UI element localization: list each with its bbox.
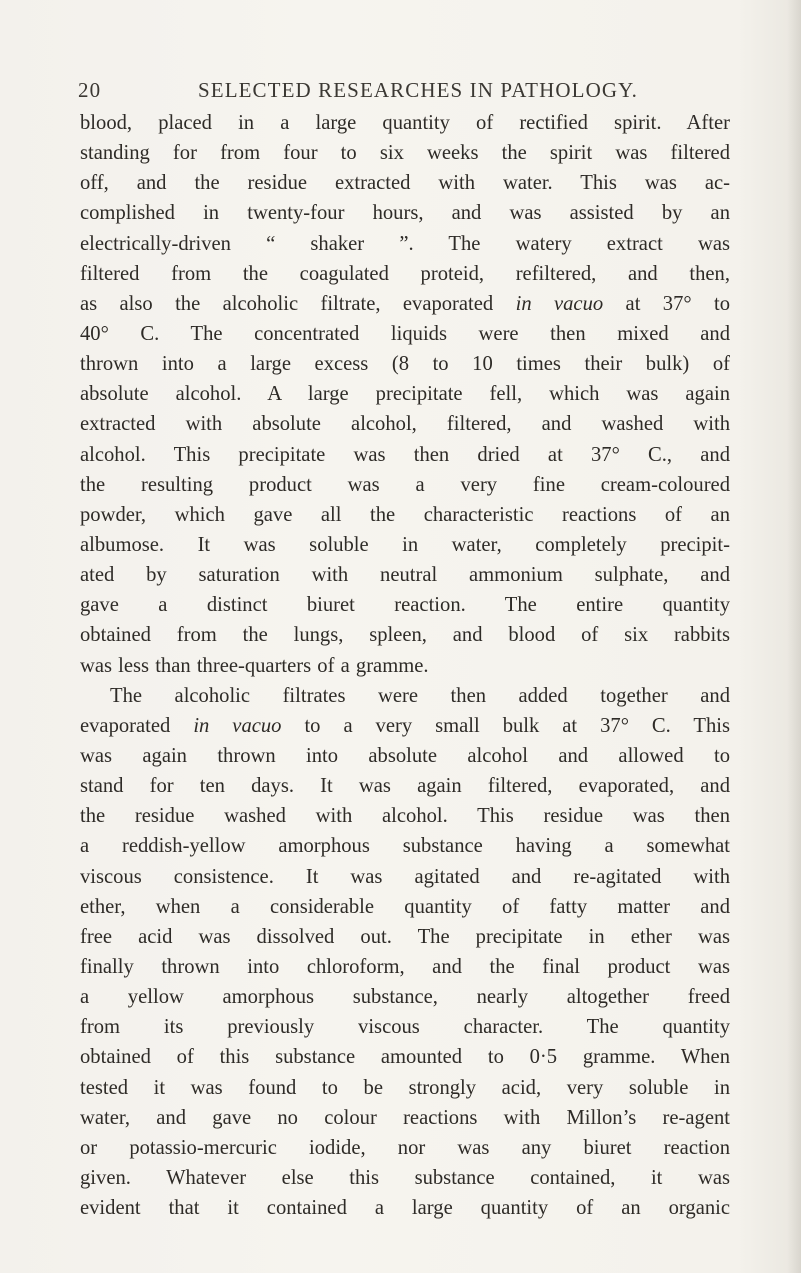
text-line xyxy=(80,741,730,771)
text-line-content: evident that it contained a large quantity of an organic xyxy=(80,1197,730,1220)
text-line xyxy=(80,681,730,711)
text-line-content: to a very small bulk at 37° C. This xyxy=(281,714,731,737)
text-line xyxy=(80,982,730,1012)
text-line-content: evaporated xyxy=(80,714,194,737)
text-line-content: viscous consistence. It was agitated and re-agitated with xyxy=(80,865,730,888)
text-line xyxy=(80,711,730,741)
text-line-content: electrically-driven “ shaker ”. The watery extract was xyxy=(80,232,730,255)
text-line xyxy=(80,349,730,379)
text-line-content: filtered from the coagulated proteid, refiltered, and then, xyxy=(80,262,730,285)
text-line xyxy=(80,530,730,560)
text-line xyxy=(80,1103,730,1133)
page-number: 20 xyxy=(78,78,102,102)
text-line xyxy=(80,952,730,982)
text-line-content: was less than three-quarters of a gramme. xyxy=(80,654,429,677)
text-line xyxy=(80,1163,730,1193)
text-line-content: thrown into a large excess (8 to 10 times their bulk) of xyxy=(80,353,730,376)
text-line-content: was again thrown into absolute alcohol and allowed to xyxy=(80,744,730,767)
text-line xyxy=(80,198,730,228)
text-line-content: alcohol. This precipitate was then dried at 37° C., and xyxy=(80,443,730,466)
text-line xyxy=(80,1193,730,1223)
text-line xyxy=(80,470,730,500)
text-line xyxy=(80,500,730,530)
page-edge-shadow xyxy=(787,0,801,1273)
text-line xyxy=(80,1012,730,1042)
text-line-content: the residue washed with alcohol. This residue was then xyxy=(80,805,730,828)
text-line-content: powder, which gave all the characteristic reactions of an xyxy=(80,503,730,526)
text-line-content: blood, placed in a large quantity of rectified spirit. After xyxy=(80,112,730,134)
text-line-content: ether, when a considerable quantity of fatty matter and xyxy=(80,895,730,918)
text-line xyxy=(80,229,730,259)
text-line xyxy=(80,379,730,409)
text-line xyxy=(80,771,730,801)
text-line-content: 40° C. The concentrated liquids were then mixed and xyxy=(80,322,730,345)
text-line-content: as also the alcoholic filtrate, evaporated xyxy=(80,292,516,315)
text-line xyxy=(80,651,730,681)
text-line xyxy=(80,168,730,198)
text-line xyxy=(80,620,730,650)
text-line xyxy=(80,892,730,922)
page-header xyxy=(78,78,738,112)
text-line xyxy=(80,831,730,861)
text-line xyxy=(80,259,730,289)
text-line xyxy=(80,1042,730,1072)
text-line-content: given. Whatever else this substance contained, it was xyxy=(80,1166,730,1189)
text-line-content: from its previously viscous character. The quantity xyxy=(80,1016,730,1039)
text-line-content: absolute alcohol. A large precipitate fell, which was again xyxy=(80,383,730,406)
body-text xyxy=(80,108,730,1223)
text-line xyxy=(80,108,730,138)
text-line-content: finally thrown into chloroform, and the final product was xyxy=(80,955,730,978)
text-line-content: or potassio-mercuric iodide, nor was any biuret reaction xyxy=(80,1136,730,1159)
text-line xyxy=(80,409,730,439)
text-line xyxy=(80,590,730,620)
text-line-content: extracted with absolute alcohol, filtered, and washed with xyxy=(80,413,730,436)
text-line xyxy=(80,1133,730,1163)
text-line xyxy=(80,440,730,470)
text-line-content: gave a distinct biuret reaction. The entire quantity xyxy=(80,594,730,617)
text-line-content: obtained from the lungs, spleen, and blood of six rabbits xyxy=(80,624,730,647)
italic-phrase: in vacuo xyxy=(193,714,282,737)
text-line xyxy=(80,289,730,319)
text-line xyxy=(80,922,730,952)
italic-phrase: in vacuo xyxy=(515,292,604,315)
text-line xyxy=(80,862,730,892)
text-line-content: complished in twenty-four hours, and was assisted by an xyxy=(80,202,730,225)
text-line xyxy=(80,801,730,831)
text-line xyxy=(80,560,730,590)
text-line-content: tested it was found to be strongly acid, very soluble in xyxy=(80,1076,730,1099)
text-line-content: albumose. It was soluble in water, completely precipit- xyxy=(80,533,730,556)
text-line xyxy=(80,1073,730,1103)
text-line-content: the resulting product was a very fine cream-coloured xyxy=(80,473,730,496)
text-line-content: ated by saturation with neutral ammonium sulphate, and xyxy=(80,564,730,587)
text-line xyxy=(80,319,730,349)
running-head: SELECTED RESEARCHES IN PATHOLOGY. xyxy=(198,78,639,102)
text-line-content: a reddish-yellow amorphous substance having a somewhat xyxy=(80,835,730,858)
text-line-content: obtained of this substance amounted to 0·5 gramme. When xyxy=(80,1046,730,1069)
text-line-content: off, and the residue extracted with water. This was ac- xyxy=(80,172,730,195)
text-line xyxy=(80,138,730,168)
text-line-content: stand for ten days. It was again filtered, evaporated, and xyxy=(80,775,730,798)
text-line-content: The alcoholic filtrates were then added together and xyxy=(110,684,730,707)
text-line-content: at 37° to xyxy=(603,292,731,315)
text-line-content: water, and gave no colour reactions with Millon’s re-agent xyxy=(80,1106,730,1129)
text-line-content: standing for from four to six weeks the spirit was filtered xyxy=(80,142,730,165)
text-line-content: free acid was dissolved out. The precipitate in ether was xyxy=(80,925,730,948)
text-line-content: a yellow amorphous substance, nearly altogether freed xyxy=(80,986,730,1009)
